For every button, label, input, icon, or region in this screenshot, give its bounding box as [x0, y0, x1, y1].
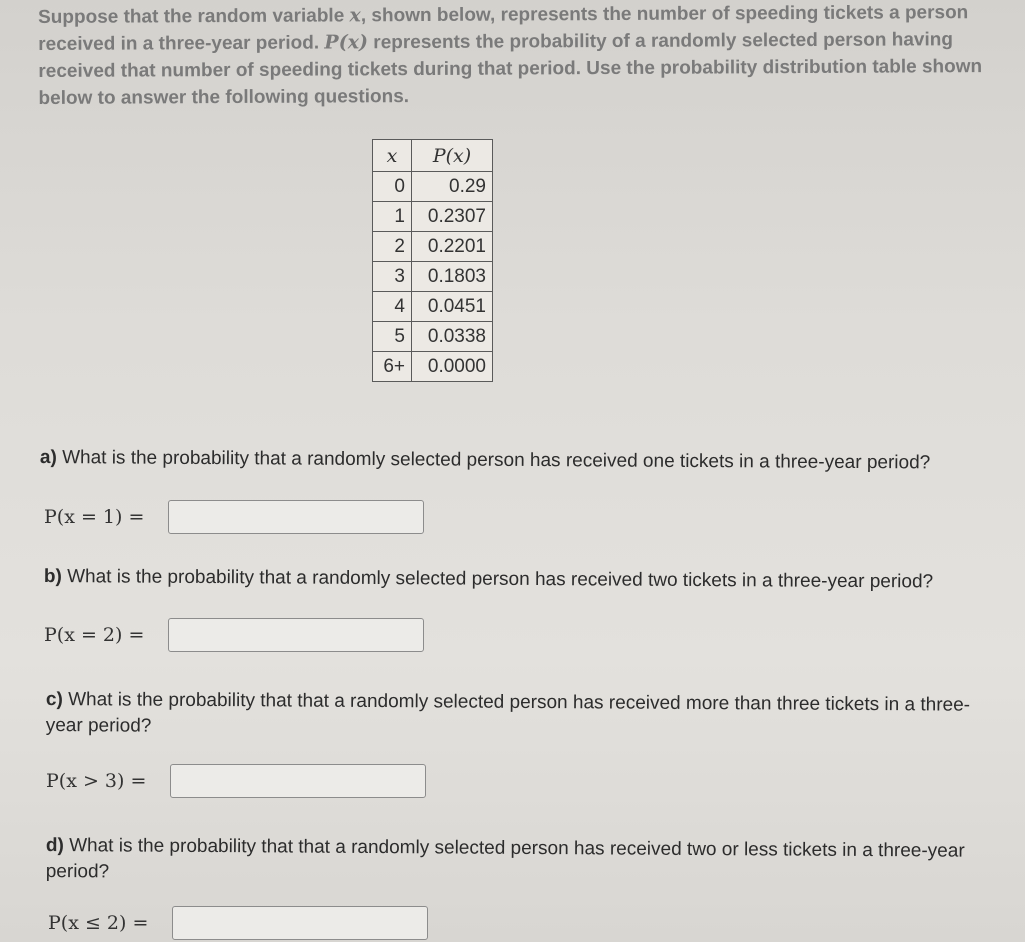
- cell-x: 6+: [373, 352, 412, 382]
- answer-a-row: [44, 500, 424, 534]
- cell-p: 0.0000: [412, 352, 493, 382]
- question-b-letter: b): [43, 565, 62, 588]
- answer-d-label: P(x ≤ 2) =: [48, 912, 149, 934]
- question-c-letter: c): [45, 688, 63, 711]
- answer-b-row: [44, 618, 424, 652]
- answer-b-label: P(x = 2) =: [44, 624, 145, 646]
- cell-p: 0.0451: [412, 292, 493, 322]
- header-x: x: [373, 140, 412, 172]
- cell-x: 5: [373, 322, 412, 352]
- cell-x: 1: [373, 202, 412, 232]
- question-b-text: What is the probability that a randomly selected person has received two tickets in a three-year period?: [67, 566, 934, 593]
- question-d-letter: d): [45, 834, 64, 857]
- probability-distribution-table: [372, 139, 493, 382]
- cell-p: 0.0338: [412, 322, 493, 352]
- answer-a-input[interactable]: [168, 500, 424, 534]
- cell-p: 0.2201: [412, 232, 493, 262]
- question-d-text: What is the probability that that a randomly selected person has received two or less tickets in a three-year period?: [45, 835, 965, 883]
- answer-b-input[interactable]: [168, 618, 424, 652]
- answer-a-label: P(x = 1) =: [44, 506, 145, 528]
- question-b: [44, 564, 1004, 596]
- intro-text-2: , shown below, represents the number of speeding tickets a person received in a three-year period.: [38, 2, 969, 55]
- intro-variable: x: [349, 4, 361, 27]
- table-row: [373, 322, 493, 352]
- intro-text-3: represents the probability of a randomly selected person having received that number of speeding tickets during that period. Use the probability distribution table shown below to answer the following questions.: [38, 29, 983, 109]
- intro-px: P(x): [324, 31, 369, 54]
- cell-x: 0: [373, 172, 412, 202]
- table-header-row: [373, 140, 493, 172]
- cell-x: 3: [373, 262, 412, 292]
- table-row: [373, 262, 493, 292]
- table-row: [373, 352, 493, 382]
- table-row: [373, 172, 493, 202]
- question-a-letter: a): [39, 446, 57, 469]
- answer-d-input[interactable]: [172, 906, 428, 940]
- question-c: [46, 687, 976, 745]
- question-a-text: What is the probability that a randomly selected person has received one tickets in a three-year period?: [62, 447, 931, 474]
- cell-x: 2: [373, 232, 412, 262]
- header-px: P(x): [412, 140, 493, 172]
- answer-c-label: P(x > 3) =: [46, 770, 147, 792]
- table-row: [373, 232, 493, 262]
- cell-p: 0.2307: [412, 202, 493, 232]
- answer-c-row: [46, 764, 426, 798]
- answer-c-input[interactable]: [170, 764, 426, 798]
- cell-p: 0.1803: [412, 262, 493, 292]
- question-c-text: What is the probability that that a randomly selected person has received more than three tickets in a three-year period?: [45, 689, 971, 737]
- question-d: [46, 833, 976, 891]
- cell-x: 4: [373, 292, 412, 322]
- problem-intro: [38, 0, 989, 112]
- table-row: [373, 202, 493, 232]
- answer-d-row: [48, 906, 428, 940]
- intro-text-1: Suppose that the random variable: [38, 5, 350, 28]
- table-row: [373, 292, 493, 322]
- question-a: [40, 445, 1000, 477]
- cell-p: 0.29: [412, 172, 493, 202]
